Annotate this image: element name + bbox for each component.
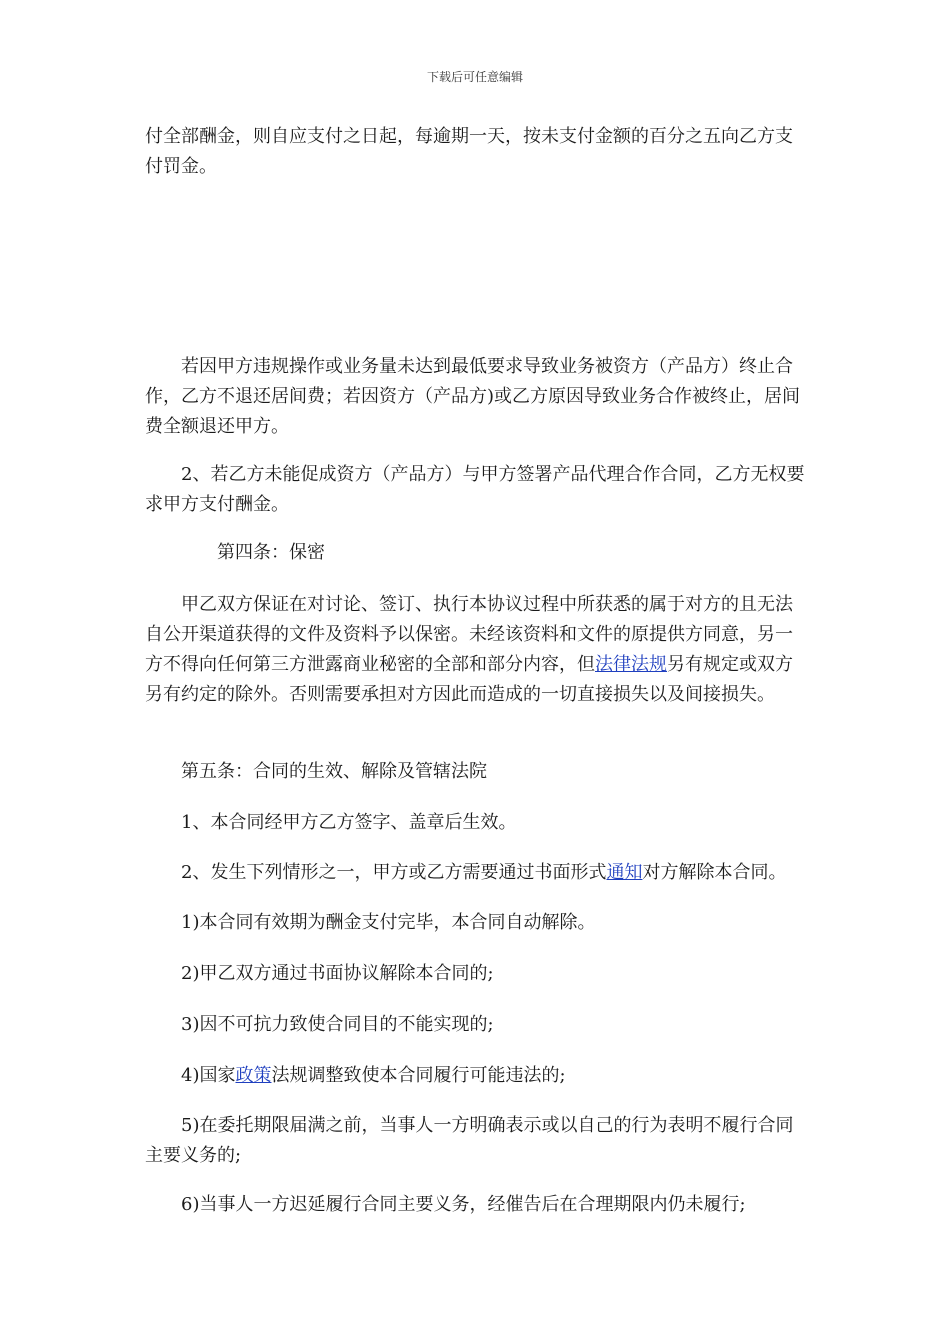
list-item-2: 2)甲乙双方通过书面协议解除本合同的; xyxy=(181,963,494,984)
paragraph-text: 2、发生下列情形之一，甲方或乙方需要通过书面形式 xyxy=(181,862,607,883)
link-laws-regulations[interactable]: 法律法规 xyxy=(595,654,667,675)
list-item-3: 3)因不可抗力致使合同目的不能实现的; xyxy=(181,1014,494,1035)
section-title-effectiveness: 第五条：合同的生效、解除及管辖法院 xyxy=(181,761,487,782)
section-title-confidentiality: 第四条：保密 xyxy=(217,542,325,563)
clause-1-effective: 1、本合同经甲方乙方签字、盖章后生效。 xyxy=(181,812,517,833)
paragraph-no-reward: 2、若乙方未能促成资方（产品方）与甲方签署产品代理合作合同，乙方无权要求甲方支付酬金。 xyxy=(145,464,805,515)
paragraph-confidentiality xyxy=(145,590,805,710)
paragraph-fee-refund: 若因甲方违规操作或业务量未达到最低要求导致业务被资方（产品方）终止合作，乙方不退还居间费；若因资方（产品方)或乙方原因导致业务合作被终止，居间费全额退还甲方。 xyxy=(145,356,801,437)
clause-2-termination xyxy=(145,858,805,888)
list-item-4 xyxy=(145,1061,805,1091)
paragraph-text: 4)国家 xyxy=(181,1065,236,1086)
paragraph-penalty: 付全部酬金，则自应支付之日起，每逾期一天，按未支付金额的百分之五向乙方支付罚金。 xyxy=(145,126,793,177)
link-notice[interactable]: 通知 xyxy=(606,862,643,883)
link-policy[interactable]: 政策 xyxy=(235,1065,272,1086)
paragraph-text: 另有规定或双方另有约定的除外。否则需要承担对方因此而造成的一切直接损失以及间接损失。 xyxy=(145,654,793,705)
list-item-1: 1)本合同有效期为酬金支付完毕，本合同自动解除。 xyxy=(181,912,596,933)
paragraph-text: 甲乙双方保证在对讨论、签订、执行本协议过程中所获悉的属于对方的且无法自公开渠道获得的文件及资料予以保密。未经该资料和文件的原提供方同意，另一方不得向任何第三方泄露商业秘密的全部和部分内容，但 xyxy=(145,594,793,675)
paragraph-text: 对方解除本合同。 xyxy=(642,862,787,883)
list-item-5: 5)在委托期限届满之前，当事人一方明确表示或以自己的行为表明不履行合同主要义务的; xyxy=(145,1115,794,1166)
list-item-6: 6)当事人一方迟延履行合同主要义务，经催告后在合理期限内仍未履行; xyxy=(181,1194,746,1215)
page-header: 下载后可任意编辑 xyxy=(426,70,523,84)
paragraph-text: 法规调整致使本合同履行可能违法的; xyxy=(271,1065,566,1086)
